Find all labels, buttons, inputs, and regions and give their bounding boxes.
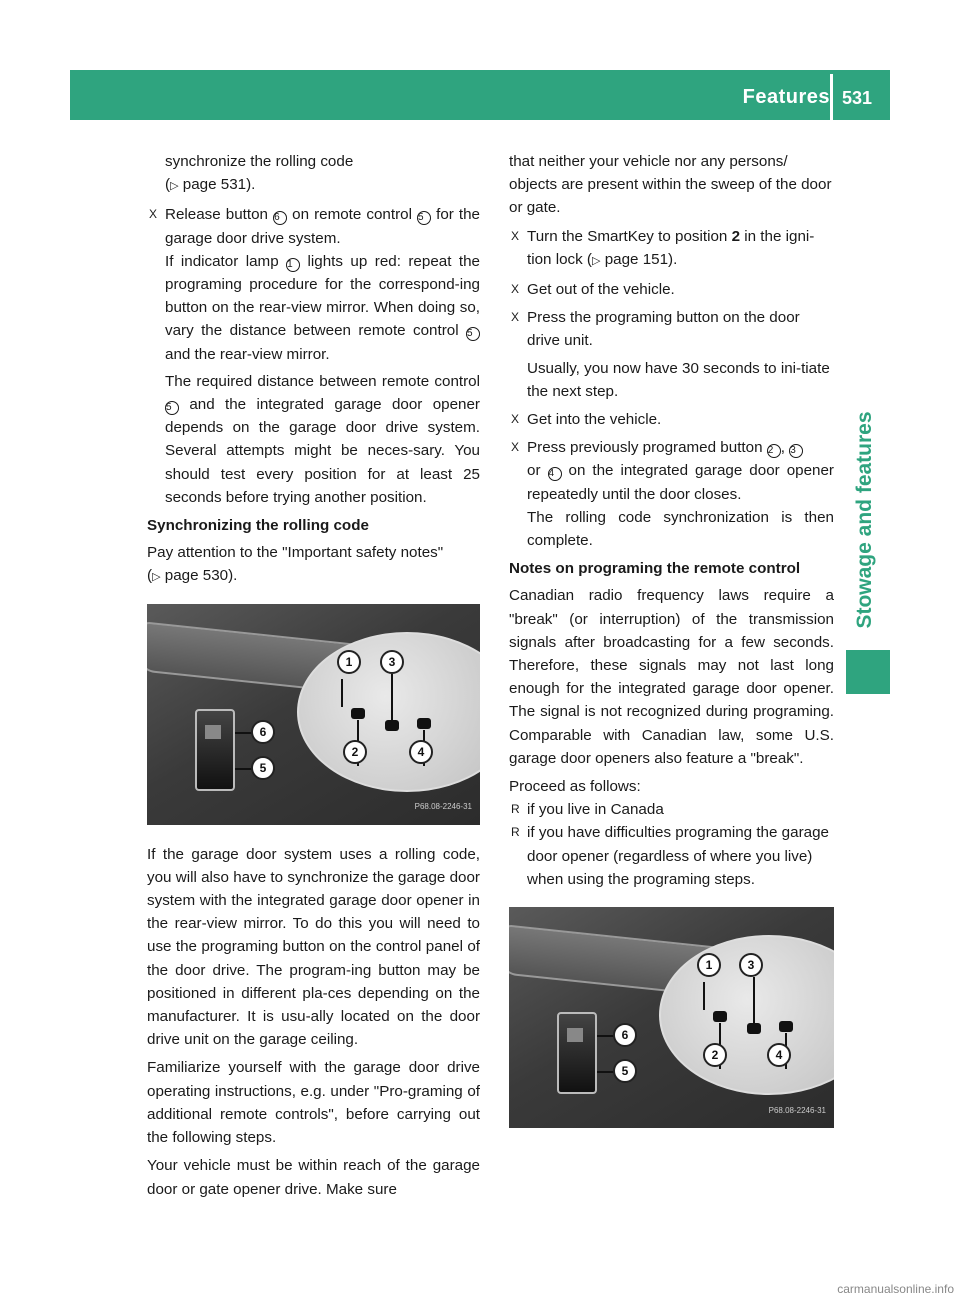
paragraph: The required distance between remote control 5 and the integrated garage door opener depends on the garage door drive system. Several attempts might be neces-sary. You should test every position for at least 25 seconds before trying another position. [165, 372, 480, 506]
step-marker-icon: X [511, 440, 520, 455]
instruction-step: X Get into the vehicle. [509, 408, 834, 431]
figure-code: P68.08-2246-31 [768, 1105, 826, 1115]
paragraph: Usually, you now have 30 seconds to ini-tiate the next step. [527, 359, 830, 400]
section-heading: Notes on programing the remote control [509, 560, 801, 578]
callout-ref: 5 [417, 211, 431, 225]
paragraph: synchronize the rolling code [165, 153, 354, 170]
remote-control-illustration [195, 709, 235, 791]
callout-ref: 5 [165, 401, 179, 415]
callout-4: 4 [409, 740, 433, 764]
callout-2: 2 [703, 1043, 727, 1067]
paragraph: Proceed as follows: [509, 778, 641, 796]
callout-2: 2 [343, 740, 367, 764]
bullet-marker-icon: R [511, 825, 520, 840]
callout-5: 5 [251, 756, 275, 780]
callout-1: 1 [337, 650, 361, 674]
header-section-title: Features [742, 86, 830, 108]
callout-1: 1 [697, 953, 721, 977]
step-marker-icon: X [511, 282, 520, 297]
garage-opener-figure [147, 604, 480, 825]
list-item: R if you live in Canada [509, 798, 834, 821]
callout-5: 5 [613, 1059, 637, 1083]
callout-ref: 6 [273, 211, 287, 225]
list-item: R if you have difficulties programing the garage door opener (regardless of where you live) when using the programing steps. [509, 821, 834, 891]
page-reference: (▷ page 530). [147, 567, 238, 585]
callout-ref: 5 [466, 327, 480, 341]
paragraph: Canadian radio frequency laws require a "break" (or interruption) of the transmission signals after broadcasting for a few seconds. Therefore, these signals may not last long enough for the integrated garage door opener. The signal is not recognized during programing. Comparable with Canadian law, some U.S. garage door openers also feature a "break". [509, 587, 834, 767]
side-tab-marker [846, 650, 890, 694]
paragraph: Your vehicle must be within reach of the garage door or gate opener drive. Make sure [147, 1157, 480, 1198]
arrow-icon: ▷ [170, 180, 179, 193]
instruction-step: X Press previously programed button 2 , 3 or 4 on the integrated garage door opener repeatedly until the door closes. The rolling code synchronization is then complete. [509, 436, 834, 552]
callout-ref: 3 [789, 444, 803, 458]
instruction-step: X Get out of the vehicle. [509, 278, 834, 301]
callout-6: 6 [613, 1023, 637, 1047]
callout-ref: 4 [548, 467, 562, 481]
callout-6: 6 [251, 720, 275, 744]
header-separator [830, 74, 833, 120]
section-heading: Synchronizing the rolling code [147, 517, 369, 535]
paragraph: Pay attention to the "Important safety notes" [147, 544, 444, 562]
instruction-step: X Turn the SmartKey to position 2 in the igni-tion lock (▷ page 151). [509, 225, 834, 273]
page-number: 531 [842, 88, 873, 108]
step-marker-icon: X [511, 412, 520, 427]
watermark: carmanualsonline.info [837, 1282, 954, 1296]
step-marker-icon: X [149, 207, 158, 222]
paragraph: Familiarize yourself with the garage door drive operating instructions, e.g. under "Pro-graming of additional remote controls", before carrying out the following steps. [147, 1059, 480, 1147]
callout-3: 3 [739, 953, 763, 977]
left-column [147, 150, 480, 1201]
instruction-step: X Press the programing button on the door drive unit. [509, 306, 834, 352]
callout-ref: 2 [767, 444, 781, 458]
side-tab [840, 395, 890, 645]
arrow-icon: ▷ [152, 571, 161, 584]
callout-ref: 1 [286, 258, 300, 272]
remote-control-illustration [557, 1012, 597, 1094]
side-tab-label: Stowage and features [853, 411, 876, 629]
callout-4: 4 [767, 1043, 791, 1067]
step-marker-icon: X [511, 310, 520, 325]
paragraph: that neither your vehicle nor any persons/ objects are present within the sweep of the door or gate. [509, 153, 832, 217]
callout-3: 3 [380, 650, 404, 674]
step-marker-icon: X [511, 228, 520, 243]
instruction-step: X Release button 6 on remote control 5 for the garage door drive system. If indicator lamp 1 lights up red: repeat the programing procedure for the correspond-ing button on the rear-view mirror. When doing so, vary the distance between remote control 5 and the rear-view mirror. [147, 203, 480, 365]
paragraph: If the garage door system uses a rolling code, you will also have to synchronize the garage door system with the integrated garage door opener in the rear-view mirror. To do this you will need to use the programing button on the control panel of the door drive. The program-ing button may be positioned in different pla-ces depending on the manufacturer. It is usu-ally located on the door drive unit on the garage ceiling. [147, 845, 480, 1049]
garage-opener-figure [509, 907, 834, 1128]
arrow-icon: ▷ [592, 254, 601, 267]
bullet-marker-icon: R [511, 802, 520, 817]
page-reference: (▷ page 531). [165, 176, 256, 194]
figure-code: P68.08-2246-31 [414, 802, 472, 812]
right-column [509, 150, 834, 1128]
